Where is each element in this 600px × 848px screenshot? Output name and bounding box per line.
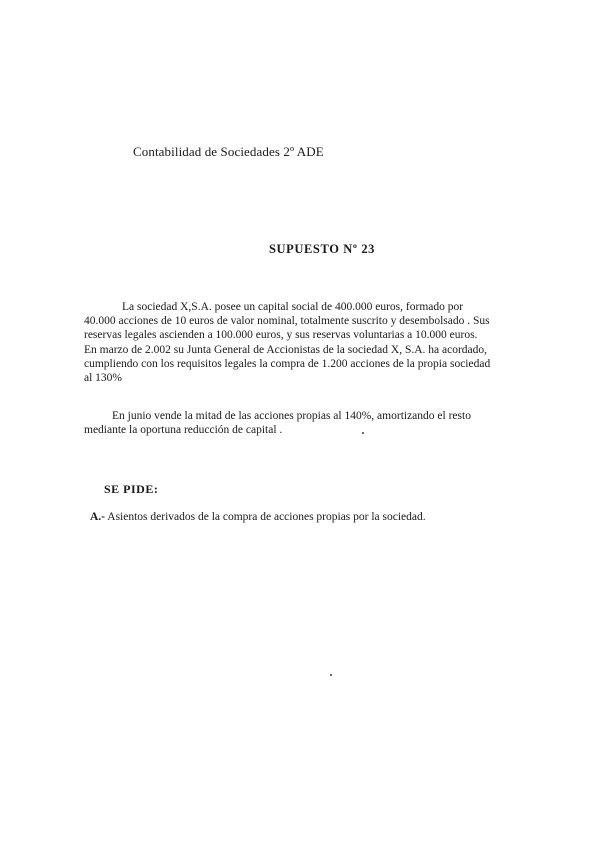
paragraph-line: reservas legales ascienden a 100.000 euros, y sus reservas voluntarias a 10.000 euros.	[84, 329, 478, 342]
item-text: Asientos derivados de la compra de acciones propias por la sociedad.	[107, 511, 426, 523]
exercise-title-text: SUPUESTO Nº 23	[268, 242, 376, 256]
paragraph-line: En junio vende la mitad de las acciones propias al 140%, amortizando el resto	[112, 410, 471, 422]
sale-paragraph	[84, 409, 524, 437]
request-heading: SE PIDE:	[104, 482, 159, 496]
exercise-title	[0, 242, 600, 257]
paragraph-line: cumpliendo con los requisitos legales la compra de 1.200 acciones de la propia sociedad	[84, 357, 491, 370]
course-header: Contabilidad de Sociedades 2º ADE	[133, 144, 324, 159]
paragraph-line: 40.000 acciones de 10 euros de valor nominal, totalmente suscrito y desembolsado . Sus	[84, 315, 490, 328]
paragraph-line: al 130%	[84, 372, 123, 385]
paragraph-line: En marzo de 2.002 su Junta General de Accionistas de la sociedad X, S.A. ha acordado,	[84, 343, 488, 356]
scan-speck	[362, 432, 364, 434]
item-marker: A.-	[90, 511, 106, 523]
request-item	[90, 511, 426, 523]
paragraph-line: La sociedad X,S.A. posee un capital social de 400.000 euros, formado por	[122, 301, 464, 313]
scan-speck	[330, 674, 332, 676]
paragraph-line: mediante la oportuna reducción de capital .	[84, 424, 283, 437]
statement-paragraph	[84, 300, 524, 385]
